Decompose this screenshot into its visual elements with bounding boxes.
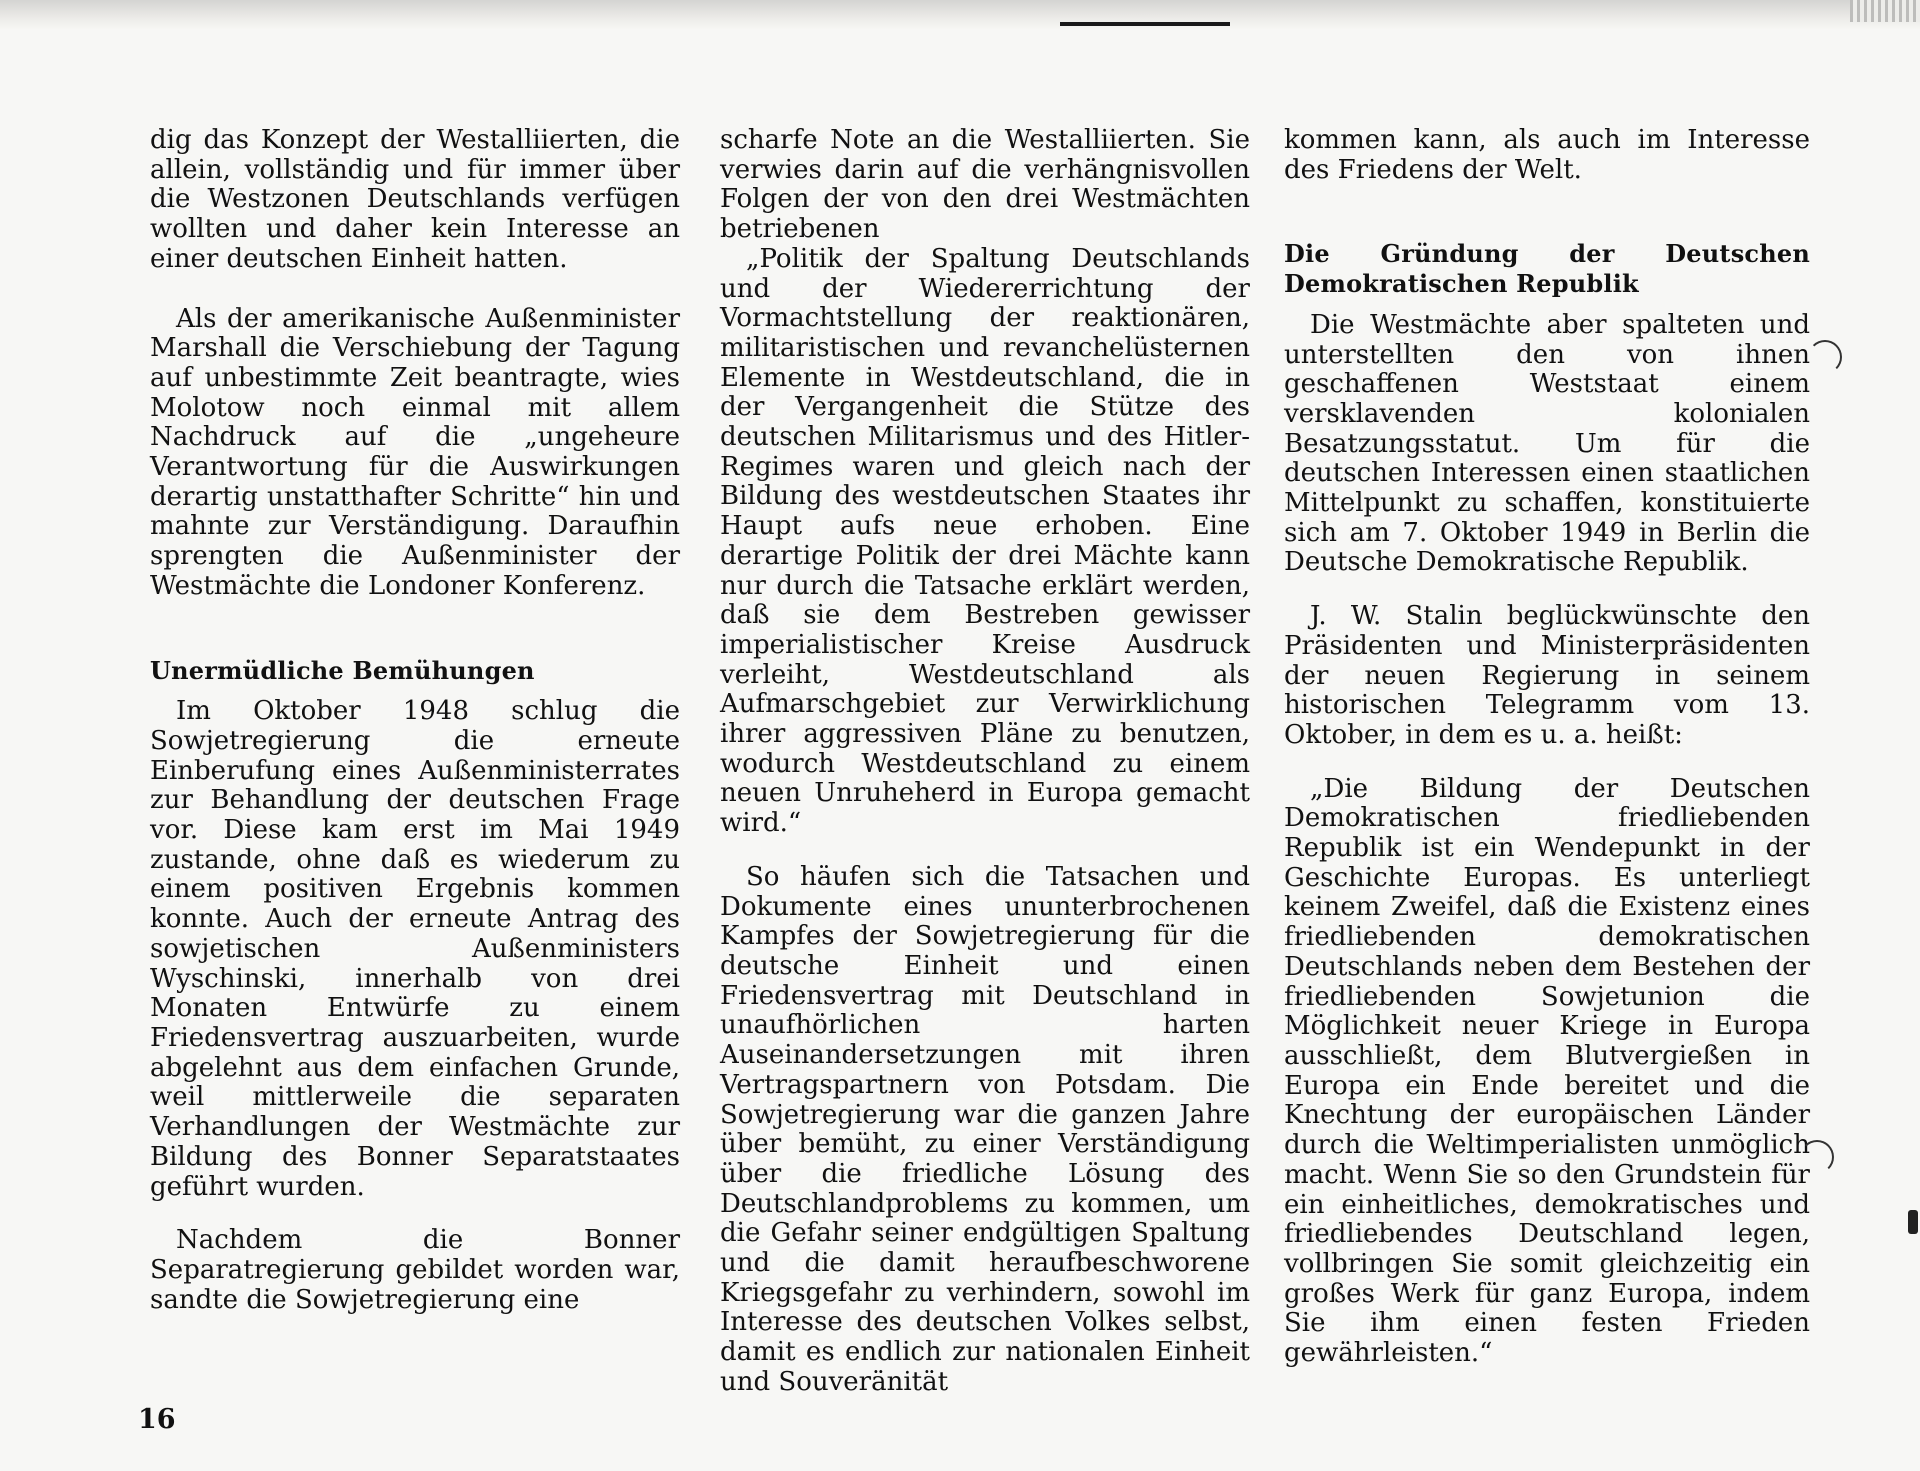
page-number: 16 [138, 1404, 176, 1435]
scan-corner-noise [1850, 0, 1920, 22]
text-column-3 [1284, 126, 1810, 1369]
text-column-2 [720, 126, 1250, 1398]
paragraph: scharfe Note an die Westalliierten. Sie verwies darin auf die verhängnisvollen Folgen der von den drei Westmächten betriebenen [720, 125, 1250, 245]
paragraph: So häufen sich die Tatsachen und Dokumente eines ununterbrochenen Kampfes der Sowjetregierung für die deutsche Einheit und einen Friedensvertrag mit Deutschland in unaufhörlichen harten Auseinandersetzungen mit ihren Vertragspartnern von Potsdam. Die Sowjetregierung war die ganzen Jahre über bemüht, zu einer Verständigung über die friedliche Lösung des Deutschlandproblems zu kommen, um die Gefahr seiner endgültigen Spaltung und die damit heraufbeschworene Kriegsgefahr zu verhindern, sowohl im Interesse des deutschen Volkes selbst, damit es endlich zur nationalen Einheit und Souveränität [720, 861, 1250, 1397]
section-heading: Die Gründung der Deutschen Demokratischen Republik [1284, 239, 1810, 299]
scan-edge-mark [1908, 1210, 1918, 1234]
paragraph: J. W. Stalin beglückwünschte den Präsidenten und Ministerpräsidenten der neuen Regierung in seinem historischen Telegramm vom 13. Oktober, in dem es u. a. heißt: [1284, 601, 1810, 750]
paragraph: Nachdem die Bonner Separatregierung gebildet worden war, sandte die Sowjetregierung eine [150, 1225, 680, 1315]
binder-hole-mark [1808, 340, 1842, 374]
text-column-1 [150, 126, 680, 1315]
printed-rule [1060, 22, 1230, 26]
paragraph: kommen kann, als auch im Interesse des Friedens der Welt. [1284, 125, 1810, 185]
paragraph: Die Westmächte aber spalteten und unterstellten den von ihnen geschaffenen Weststaat einem versklavenden kolonialen Besatzungsstatut. Um für die deutschen Interessen einen staatlichen Mittelpunkt zu schaffen, konstituierte sich am 7. Oktober 1949 in Berlin die Deutsche Demokratische Republik. [1284, 309, 1810, 578]
paragraph: Im Oktober 1948 schlug die Sowjetregierung die erneute Einberufung eines Außenministerrates zur Behandlung der deutschen Frage vor. Diese kam erst im Mai 1949 zustande, ohne daß es wiederum zu einem positiven Ergebnis kommen konnte. Auch der erneute Antrag des sowjetischen Außenministers Wyschinski, innerhalb von drei Monaten Entwürfe zu einem Friedensvertrag auszuarbeiten, wurde abgelehnt aus dem einfachen Grunde, weil mittlerweile die separaten Verhandlungen der Westmächte zur Bildung des Bonner Separatstaates geführt wurden. [150, 696, 680, 1202]
paragraph: Als der amerikanische Außenminister Marshall die Verschiebung der Tagung auf unbestimmte Zeit beantragte, wies Molotow noch einmal mit allem Nachdruck auf die „ungeheure Verantwortung für die Auswirkungen derartig unstatthafter Schritte“ hin und mahnte zur Verständigung. Daraufhin sprengten die Außenminister der Westmächte die Londoner Konferenz. [150, 303, 680, 601]
scan-top-edge [0, 0, 1920, 30]
paragraph: „Politik der Spaltung Deutschlands und der Wiedererrichtung der Vormachtstellung der reaktionären, militaristischen und revanchelüsternen Elemente in Westdeutschland, die in der Vergangenheit die Stütze des deutschen Militarismus und des Hitler-Regimes waren und gleich nach der Bildung des westdeutschen Staates ihr Haupt aufs neue erhoben. Eine derartige Politik der drei Mächte kann nur durch die Tatsache erklärt werden, daß sie dem Bestreben gewisser imperialistischer Kreise Ausdruck verleiht, Westdeutschland als Aufmarschgebiet zur Verwirklichung ihrer aggressiven Pläne zu benutzen, wodurch Westdeutschland zu einem neuen Unruheherd in Europa gemacht wird.“ [720, 243, 1250, 839]
paragraph: dig das Konzept der Westalliierten, die allein, vollständig und für immer über die Westzonen Deutschlands verfügen wollten und daher kein Interesse an einer deutschen Einheit hatten. [150, 125, 680, 274]
binder-hole-mark [1800, 1140, 1834, 1174]
section-heading: Unermüdliche Bemühungen [150, 655, 535, 685]
paragraph: „Die Bildung der Deutschen Demokratischen friedliebenden Republik ist ein Wendepunkt in der Geschichte Europas. Es unterliegt keinem Zweifel, daß die Existenz eines friedliebenden demokratischen Deutschlands neben dem Bestehen der friedliebenden Sowjetunion die Möglichkeit neuer Kriege in Europa ausschließt, dem Blutvergießen in Europa ein Ende bereitet und die Knechtung der europäischen Länder durch die Weltimperialisten unmöglich macht. Wenn Sie so den Grundstein für ein einheitliches, demokratisches und friedliebendes Deutschland legen, vollbringen Sie somit gleichzeitig ein großes Werk für ganz Europa, indem Sie ihm einen festen Frieden gewährleisten.“ [1284, 773, 1810, 1369]
